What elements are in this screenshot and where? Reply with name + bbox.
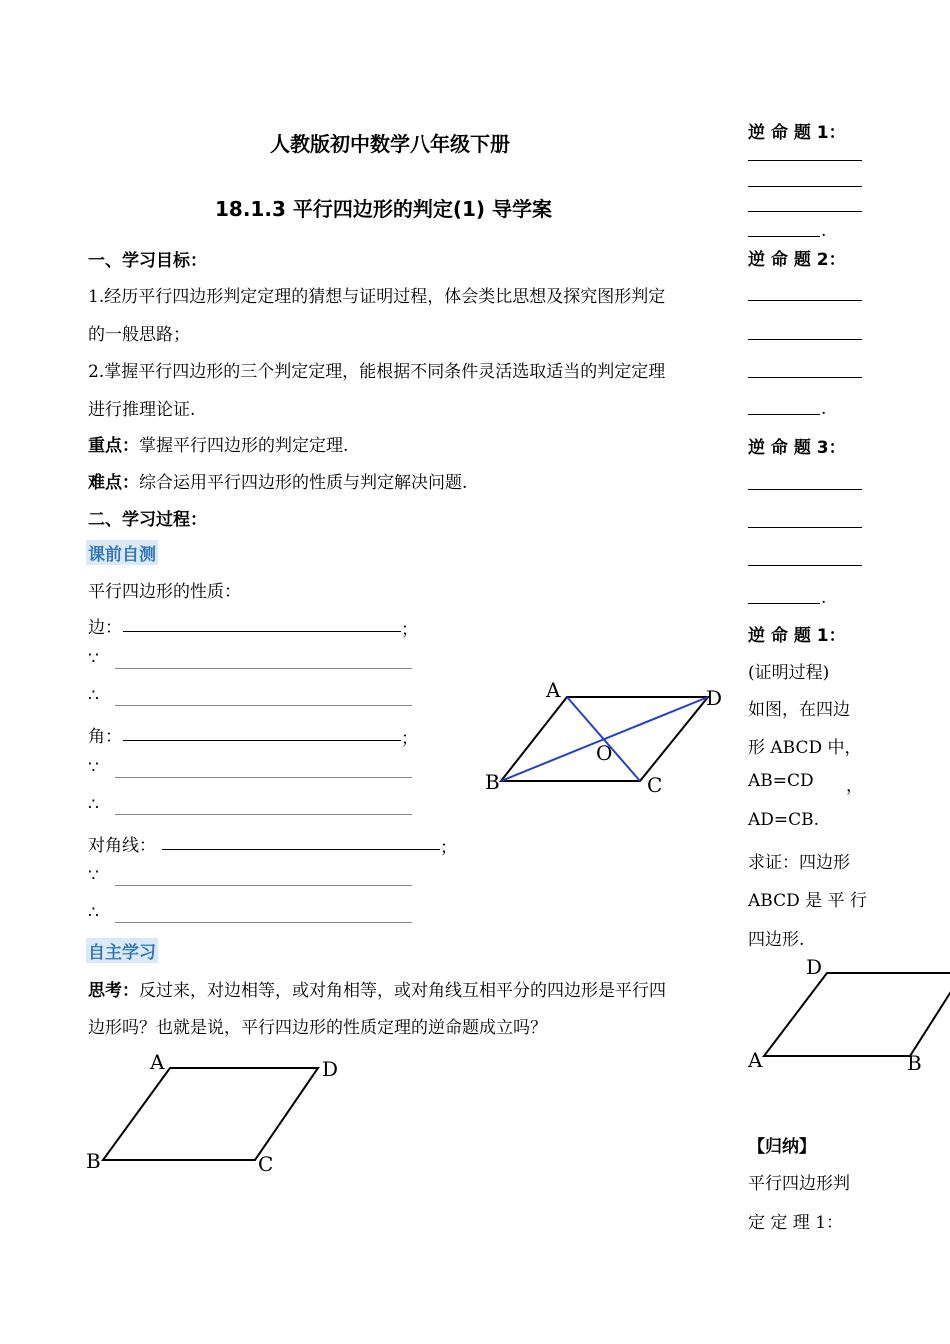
- difficulty: [88, 468, 467, 493]
- converse-2-blank-3[interactable]: [748, 377, 862, 378]
- proof-parallelogram-figure: [740, 950, 950, 1080]
- key-point-text: 掌握平行四边形的判定定理.: [139, 436, 349, 456]
- parallelogram-outline: [103, 1068, 318, 1160]
- angle-semicolon: ；: [401, 729, 418, 749]
- center-label-o: O: [596, 741, 613, 765]
- vertex-label-c: C: [258, 1152, 274, 1176]
- proof-line-3: AB=CD: [748, 771, 814, 791]
- think-label: 思考：: [88, 981, 139, 1001]
- process-heading: 二、学习过程：: [88, 510, 207, 530]
- vertex-label-a: A: [546, 678, 561, 702]
- therefore-symbol: ∴: [88, 903, 99, 923]
- pre-class-tag: 课前自测: [86, 540, 158, 565]
- converse-2-blank-2[interactable]: [748, 339, 862, 340]
- parallelogram-figure: [80, 1045, 350, 1180]
- side-semicolon: ；: [401, 620, 418, 640]
- objectives-heading: 一、学习目标：: [88, 251, 207, 271]
- self-study-tag: 自主学习: [86, 938, 158, 963]
- think-line-2: 边形吗？也就是说，平行四边形的性质定理的逆命题成立吗？: [88, 1018, 547, 1038]
- proof-line-4: AD=CB.: [748, 810, 820, 830]
- converse-1-blank-1[interactable]: [748, 160, 862, 161]
- because-symbol: ∵: [88, 649, 99, 669]
- objective-2-line-1: 2.掌握平行四边形的三个判定定理，能根据不同条件灵活选取适当的判定定理: [88, 362, 666, 382]
- converse-3-period: .: [821, 588, 827, 608]
- converse-1-blank-4[interactable]: [748, 236, 820, 237]
- angle-label: 角：: [88, 727, 122, 747]
- angle-because-blank[interactable]: [115, 777, 412, 778]
- think-line-1: [88, 976, 666, 1001]
- converse-2-period: .: [821, 399, 827, 419]
- converse-3-blank-2[interactable]: [748, 527, 862, 528]
- converse-2-blank-4[interactable]: [748, 414, 820, 415]
- proof-subheading: (证明过程): [748, 663, 830, 683]
- converse-3-label: 逆 命 题 3：: [748, 438, 846, 458]
- side-label: 边：: [88, 618, 122, 638]
- converse-1-label: 逆 命 题 1：: [748, 123, 846, 143]
- diagonal-therefore-blank[interactable]: [115, 922, 412, 923]
- side-because-blank[interactable]: [115, 668, 412, 669]
- proof-line-6: ABCD 是 平 行: [748, 891, 867, 911]
- difficulty-label: 难点：: [88, 473, 139, 493]
- vertex-label-d: D: [806, 955, 823, 979]
- proof-line-3-comma: ，: [846, 776, 863, 796]
- side-blank[interactable]: [123, 631, 401, 632]
- properties-intro: 平行四边形的性质：: [88, 582, 241, 602]
- because-symbol: ∵: [88, 758, 99, 778]
- page-subtitle: 18.1.3 平行四边形的判定(1) 导学案: [215, 197, 552, 221]
- page-title: 人教版初中数学八年级下册: [270, 132, 510, 156]
- proof-line-2: 形 ABCD 中，: [748, 738, 862, 758]
- vertex-label-b: B: [86, 1149, 101, 1173]
- diagonal-because-blank[interactable]: [115, 885, 412, 886]
- therefore-symbol: ∴: [88, 686, 99, 706]
- converse-3-blank-1[interactable]: [748, 489, 862, 490]
- angle-blank[interactable]: [123, 740, 401, 741]
- objective-1-line-1: 1.经历平行四边形判定定理的猜想与证明过程，体会类比思想及探究图形判定: [88, 287, 666, 307]
- vertex-label-b: B: [907, 1051, 922, 1075]
- vertex-label-d: D: [706, 686, 723, 710]
- converse-2-blank-1[interactable]: [748, 300, 862, 301]
- angle-therefore-blank[interactable]: [115, 814, 412, 815]
- converse-1-period: .: [821, 221, 827, 241]
- converse-3-blank-4[interactable]: [748, 603, 820, 604]
- diagonal-bd: [501, 697, 708, 781]
- vertex-label-a: A: [150, 1050, 165, 1074]
- parallelogram-diagonals-figure: [480, 670, 730, 800]
- objective-2-line-2: 进行推理论证.: [88, 400, 196, 420]
- converse-2-label: 逆 命 题 2：: [748, 250, 846, 270]
- vertex-label-a: A: [748, 1048, 763, 1072]
- summary-line-2: 定 定 理 1：: [748, 1213, 844, 1233]
- vertex-label-d: D: [322, 1057, 339, 1081]
- objective-1-line-2: 的一般思路；: [88, 325, 190, 345]
- think-text: 反过来，对边相等，或对角相等，或对角线互相平分的四边形是平行四: [139, 981, 666, 1001]
- side-therefore-blank[interactable]: [115, 705, 412, 706]
- converse-3-blank-3[interactable]: [748, 565, 862, 566]
- vertex-label-c: C: [647, 773, 663, 797]
- converse-1-blank-3[interactable]: [748, 211, 862, 212]
- converse-1-blank-2[interactable]: [748, 186, 862, 187]
- proof-heading: 逆 命 题 1：: [748, 626, 846, 646]
- because-symbol: ∵: [88, 866, 99, 886]
- proof-line-5: 求证：四边形: [748, 853, 850, 873]
- vertex-label-b: B: [485, 770, 500, 794]
- diagonal-blank[interactable]: [162, 849, 440, 850]
- diagonal-semicolon: ；: [440, 838, 457, 858]
- summary-heading: 【归纳】: [748, 1137, 816, 1157]
- therefore-symbol: ∴: [88, 795, 99, 815]
- proof-line-1: 如图，在四边: [748, 700, 850, 720]
- key-point: [88, 431, 348, 456]
- proof-line-7: 四边形.: [748, 930, 805, 950]
- parallelogram-outline: [764, 973, 950, 1056]
- key-point-label: 重点：: [88, 436, 139, 456]
- summary-line-1: 平行四边形判: [748, 1174, 850, 1194]
- difficulty-text: 综合运用平行四边形的性质与判定解决问题.: [139, 473, 468, 493]
- diagonal-label: 对角线：: [88, 836, 156, 856]
